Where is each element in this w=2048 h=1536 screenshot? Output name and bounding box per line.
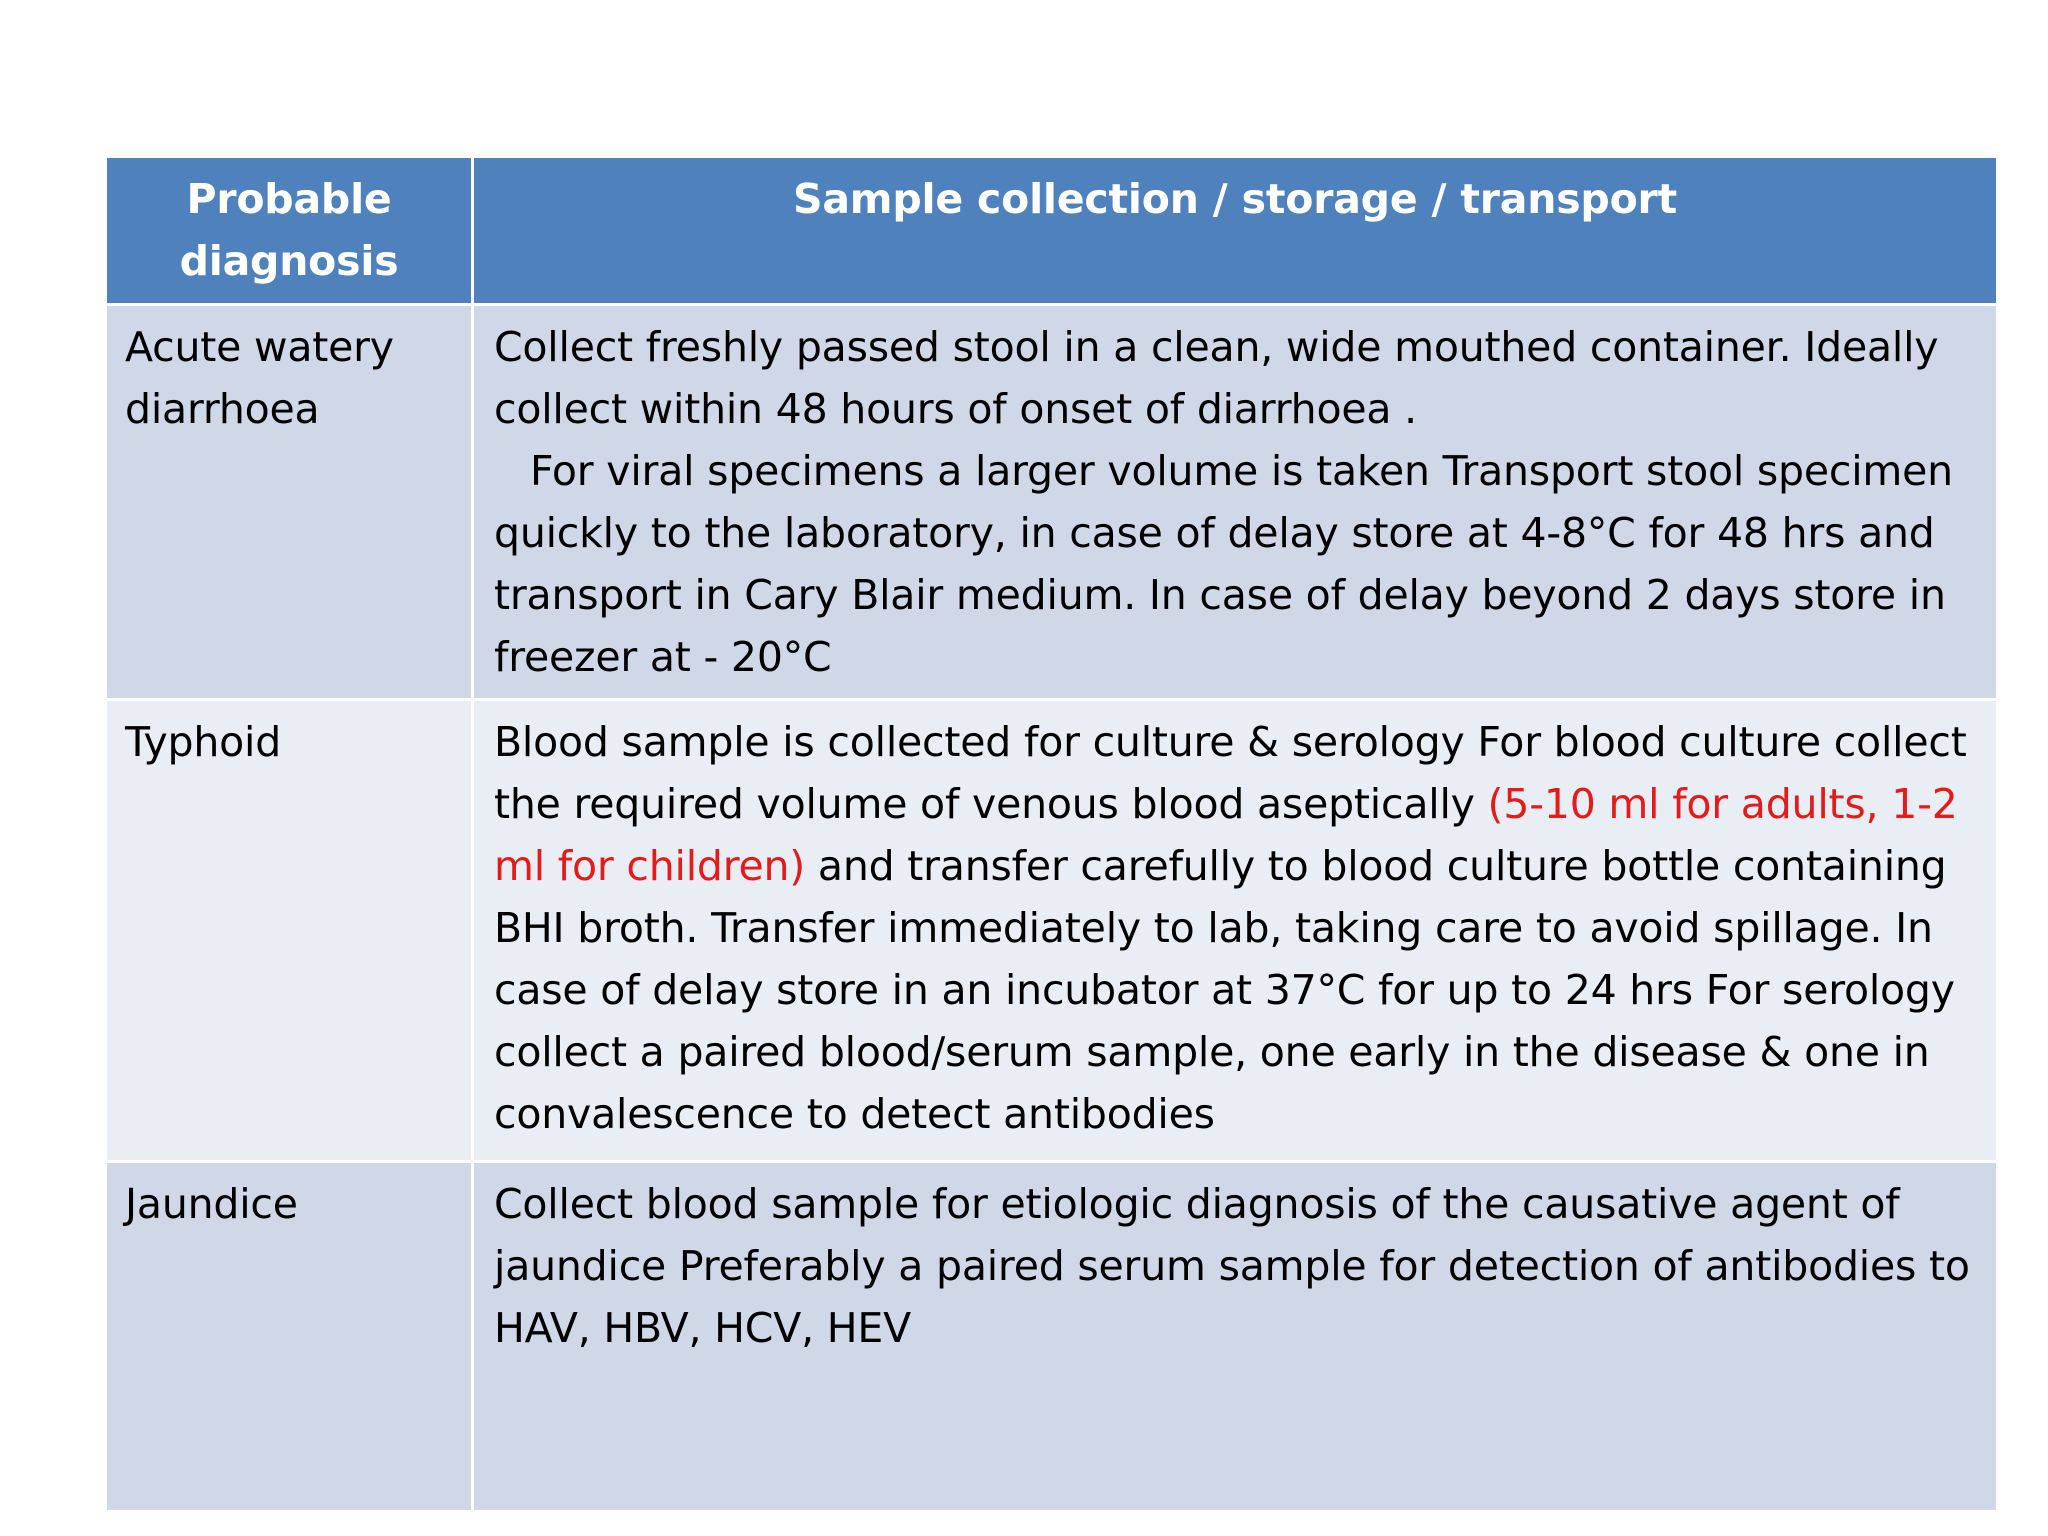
sample-text-before: Blood sample is collected for culture & serology For blood culture collect the required volume of venous blood aseptically (494, 718, 1967, 828)
header-sample-collection: Sample collection / storage / transport (473, 157, 1998, 305)
sample-cell (473, 700, 1998, 1162)
table-row (106, 700, 1998, 1162)
table-row (106, 305, 1998, 700)
diagnosis-cell: Acute watery diarrhoea (106, 305, 473, 700)
sample-cell (473, 305, 1998, 700)
table-header-row (106, 157, 1998, 305)
sample-cell: Collect blood sample for etiologic diagnosis of the causative agent of jaundice Preferably a paired serum sample for detection of antibodies to HAV, HBV, HCV, HEV (473, 1162, 1998, 1512)
header-probable-diagnosis: Probable diagnosis (106, 157, 473, 305)
sample-text-highlight: (5-10 ml for adults, 1-2 ml for children) (494, 780, 1958, 890)
sample-text-part2: For viral specimens a larger volume is taken Transport stool specimen quickly to the laboratory, in case of delay store at 4-8°C for 48 hrs and transport in Cary Blair medium. In case of delay beyond 2 days store in freezer at - 20°C (494, 447, 1953, 681)
sample-text-after: and transfer carefully to blood culture bottle containing BHI broth. Transfer immediately to lab, taking care to avoid spillage. In case of delay store in an incubator at 37°C for up to 24 hrs For serology collect a paired blood/serum sample, one early in the disease & one in convalescence to detect antibodies (494, 842, 1955, 1138)
diagnosis-cell: Jaundice (106, 1162, 473, 1512)
table-row (106, 1162, 1998, 1512)
sample-text-part1: Collect freshly passed stool in a clean, wide mouthed container. Ideally collect within 48 hours of onset of diarrhoea . (494, 323, 1939, 433)
diagnosis-cell: Typhoid (106, 700, 473, 1162)
diagnosis-sample-table (104, 155, 1999, 1513)
